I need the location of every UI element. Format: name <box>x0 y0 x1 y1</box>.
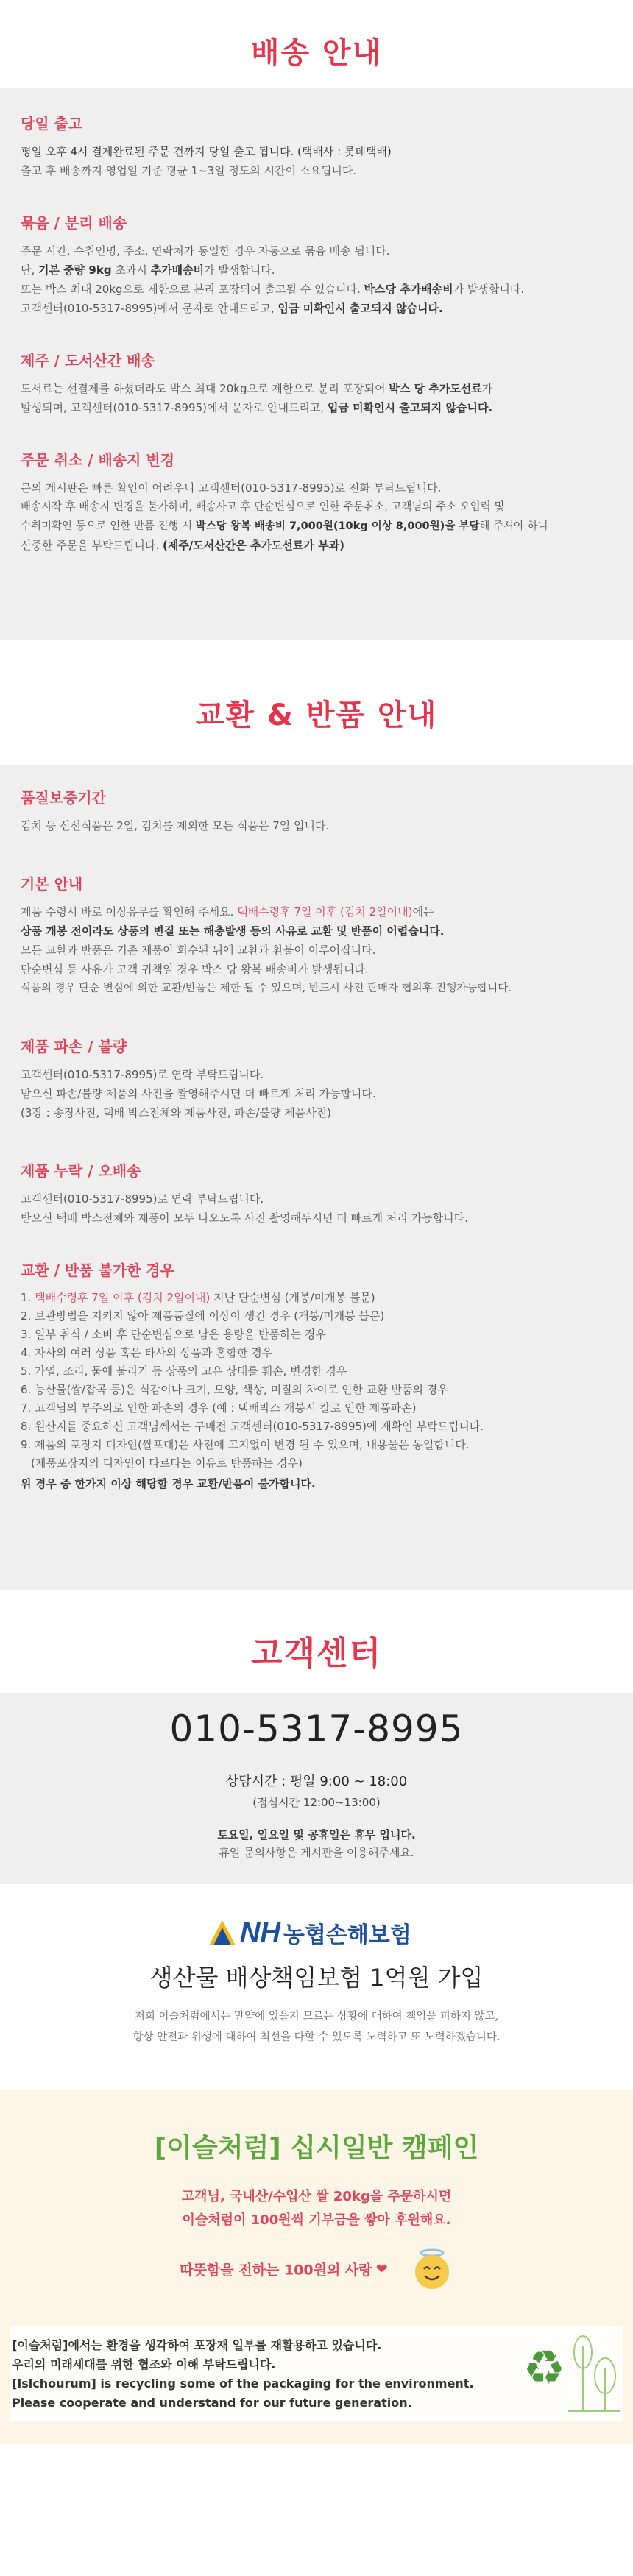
bundle-line2: 단, 기본 중량 9kg 초과시 추가배송비가 발생합니다. <box>21 263 275 277</box>
insurance-desc2: 항상 안전과 위생에 대하여 최선을 다할 수 있도록 노력하고 또 노력하겠습니다. <box>132 2031 501 2043</box>
damage-heading: 제품 파손 / 불량 <box>21 1038 127 1055</box>
jeju-block <box>21 349 612 417</box>
cs-board: 휴일 문의사항은 게시판을 이용해주세요. <box>219 1846 414 1859</box>
bundle-block <box>21 211 612 318</box>
jeju-line2: 발생되며, 고객센터(010-5317-8995)에서 문자로 안내드리고, 입금 미확인시 출고되지 않습니다. <box>21 401 493 414</box>
exchange-panel <box>0 765 633 1590</box>
damage-line1: 고객센터(010-5317-8995)로 연락 부탁드립니다. <box>21 1068 264 1081</box>
same-day-heading: 당일 출고 <box>21 115 83 132</box>
exchange-title: 교환 & 반품 안내 <box>195 698 438 732</box>
campaign-line3: 따뜻함을 전하는 100원의 사랑 <box>180 2262 372 2279</box>
insurance-section <box>0 1884 633 2090</box>
basic-line4: 단순변심 등 사유가 고객 귀책일 경우 박스 당 왕복 배송비가 발생됩니다. <box>21 963 369 976</box>
nh-logo <box>208 1915 411 1950</box>
missing-heading: 제품 누락 / 오배송 <box>21 1162 141 1180</box>
missing-block <box>21 1159 612 1228</box>
basic-block <box>21 872 612 998</box>
cancel-heading: 주문 취소 / 배송지 변경 <box>21 451 175 469</box>
impossible-item-6: 6. 농산물(쌀/잡곡 등)은 식감이나 크기, 모양, 색상, 미질의 차이로 인한 교환 반품의 경우 <box>21 1383 448 1396</box>
insurance-desc1: 저희 이슬처럼에서는 만약에 있을지 모르는 상황에 대하여 책임을 피하지 않고, <box>134 2011 499 2023</box>
cs-hours: 상담시간 : 평일 9:00 ~ 18:00 <box>225 1774 408 1789</box>
exchange-section <box>0 640 633 1590</box>
cs-panel <box>0 1693 633 1884</box>
bundle-heading: 묶음 / 분리 배송 <box>21 214 127 232</box>
missing-line1: 고객센터(010-5317-8995)로 연락 부탁드립니다. <box>21 1192 264 1206</box>
campaign-section <box>0 2090 633 2444</box>
cs-phone: 010-5317-8995 <box>169 1708 464 1750</box>
nh-logo-icon <box>208 1919 237 1947</box>
basic-heading: 기본 안내 <box>21 875 83 893</box>
basic-line2: 상품 개봉 전이라도 상품의 변질 또는 해충발생 등의 사유로 교환 및 반품이 어렵습니다. <box>21 924 445 938</box>
impossible-item-1: 1. 택배수령후 7일 이후 (김치 2일이내) 지난 단순변심 (개봉/미개봉 불문) <box>21 1291 375 1304</box>
impossible-heading: 교환 / 반품 불가한 경우 <box>21 1262 175 1279</box>
campaign-line1: 고객님, 국내산/수입산 쌀 20kg을 주문하시면 <box>181 2189 452 2204</box>
warranty-line1: 김치 등 신선식품은 2일, 김치를 제외한 모든 식품은 7일 입니다. <box>21 819 330 832</box>
impossible-footer: 위 경우 중 한가지 이상 해당할 경우 교환/반품이 불가합니다. <box>21 1477 316 1490</box>
recycle-icon: ♻ <box>523 2341 565 2396</box>
bundle-line3: 또는 박스 최대 20kg으로 제한으로 분리 포장되어 출고될 수 있습니다. 박스당 추가배송비가 발생합니다. <box>21 283 525 296</box>
impossible-item-8: 8. 원산지를 중요하신 고객님께서는 구매전 고객센터(010-5317-8995)에 재확인 부탁드립니다. <box>21 1420 484 1433</box>
cancel-block <box>21 448 612 555</box>
jeju-line1: 도서료는 선결제를 하셨더라도 박스 최대 20kg으로 제한으로 분리 포장되어 박스 당 추가도선료가 <box>21 382 493 395</box>
nh-logo-text: 농협손해보험 <box>283 1922 411 1948</box>
trees-icon <box>568 2332 620 2416</box>
bundle-line1: 주문 시간, 수취인명, 주소, 연락처가 동일한 경우 자동으로 묶음 배송 됩니다. <box>21 244 390 258</box>
eco-line2: 우리의 미래세대를 위한 협조와 이해 부탁드립니다. <box>12 2357 276 2371</box>
basic-line3: 모든 교환과 반품은 기존 제품이 회수된 뒤에 교환과 환불이 이루어집니다. <box>21 944 376 957</box>
damage-line3: (3장 : 송장사진, 택배 박스전체와 제품사진, 파손/불량 제품사진) <box>21 1106 332 1119</box>
missing-line2: 받으신 택배 박스전체와 제품이 모두 나오도록 사진 촬영해두시면 더 빠르게 처리 가능합니다. <box>21 1211 468 1225</box>
jeju-heading: 제주 / 도서산간 배송 <box>21 352 155 369</box>
bundle-line4: 고객센터(010-5317-8995)에서 문자로 안내드리고, 입금 미확인시 출고되지 않습니다. <box>21 302 443 315</box>
cs-title: 고객센터 <box>250 1635 382 1672</box>
campaign-title: [이슬처럼] 십시일반 캠페인 <box>154 2133 479 2163</box>
same-day-line2: 출고 후 배송까지 영업일 기준 평균 1~3일 정도의 시간이 소요됩니다. <box>21 164 357 177</box>
shipping-panel <box>0 88 633 640</box>
basic-line1: 제품 수령시 바로 이상유무를 확인해 주세요. 택배수령후 7일 이후 (김치 2일이내)에는 <box>21 905 434 919</box>
cancel-line4: 신중한 주문을 부탁드립니다. (제주/도서산간은 추가도선료가 부과) <box>21 539 344 552</box>
campaign-line2: 이슬처럼이 100원씩 기부금을 쌓아 후원해요. <box>182 2212 451 2228</box>
eco-line3: [Islchourum] is recycling some of the packaging for the environment. <box>12 2377 474 2391</box>
basic-line5: 식품의 경우 단순 변심에 의한 교환/반품은 제한 될 수 있으며, 반드시 사전 판매자 협의후 진행가능합니다. <box>21 983 512 994</box>
shipping-section <box>0 0 633 640</box>
eco-line4: Please cooperate and understand for our future generation. <box>12 2396 412 2410</box>
warranty-block <box>21 786 612 835</box>
same-day-line1: 평일 오후 4시 결제완료된 주문 건까지 당일 출고 됩니다. (택배사 : 롯데택배) <box>21 145 392 158</box>
damage-line2: 받으신 파손/불량 제품의 사진을 촬영해주시면 더 빠르게 처리 가능합니다. <box>21 1087 376 1100</box>
impossible-item-9: 9. 제품의 포장지 디자인(쌀포대)은 사전에 고지없이 변경 될 수 있으며, 내용물은 동일합니다. <box>21 1438 470 1451</box>
impossible-item-5: 5. 가열, 조리, 물에 불리기 등 상품의 고유 상태를 훼손, 변경한 경우 <box>21 1365 347 1378</box>
shipping-title: 배송 안내 <box>250 36 383 70</box>
impossible-item-7: 7. 고객님의 부주의로 인한 파손의 경우 (예 : 택배박스 개봉시 칼로 인한 제품파손) <box>21 1401 417 1415</box>
eco-box <box>10 2326 623 2421</box>
impossible-item-3: 3. 일부 취식 / 소비 후 단순변심으로 남은 용량을 반품하는 경우 <box>21 1328 326 1341</box>
cs-closed: 토요일, 일요일 및 공휴일은 휴무 입니다. <box>217 1828 416 1841</box>
cs-section <box>0 1590 633 1884</box>
eco-line1: [이슬처럼]에서는 환경을 생각하여 포장재 일부를 재활용하고 있습니다. <box>12 2338 382 2352</box>
cancel-line2: 배송시작 후 배송지 변경을 불가하며, 배송사고 후 단순변심으로 인한 주문취소, 고객님의 주소 오입력 및 <box>21 501 505 513</box>
impossible-item-9-note: (제품포장지의 디자인이 다르다는 이유로 반품하는 경우) <box>31 1457 303 1470</box>
impossible-list <box>21 1289 612 1473</box>
impossible-item-2: 2. 보관방법을 지키지 않아 제품품질에 이상이 생긴 경우 (개봉/미개봉 불문) <box>21 1309 385 1323</box>
cancel-line3: 수취미확인 등으로 인한 반품 진행 시 박스당 왕복 배송비 7,000원(10kg 이상 8,000원)을 부담해 주셔야 하니 <box>21 520 548 532</box>
same-day-block <box>21 112 612 180</box>
heart-icon: ❤ <box>375 2261 388 2277</box>
cancel-line1: 문의 게시판은 빠른 확인이 어려우니 고객센터(010-5317-8995)로 전화 부탁드립니다. <box>21 481 442 495</box>
warranty-heading: 품질보증기간 <box>21 789 106 807</box>
impossible-block <box>21 1259 612 1493</box>
cs-lunch: (점심시간 12:00~13:00) <box>252 1796 381 1809</box>
nh-logo-nh: NH <box>240 1917 280 1948</box>
damage-block <box>21 1035 612 1122</box>
impossible-item-4: 4. 자사의 여러 상품 혹은 타사의 상품과 혼합한 경우 <box>21 1346 273 1359</box>
insurance-title: 생산물 배상책임보험 1억원 가입 <box>149 1964 484 1992</box>
campaign-love <box>0 2248 633 2290</box>
angel-smile-icon <box>411 2248 453 2290</box>
